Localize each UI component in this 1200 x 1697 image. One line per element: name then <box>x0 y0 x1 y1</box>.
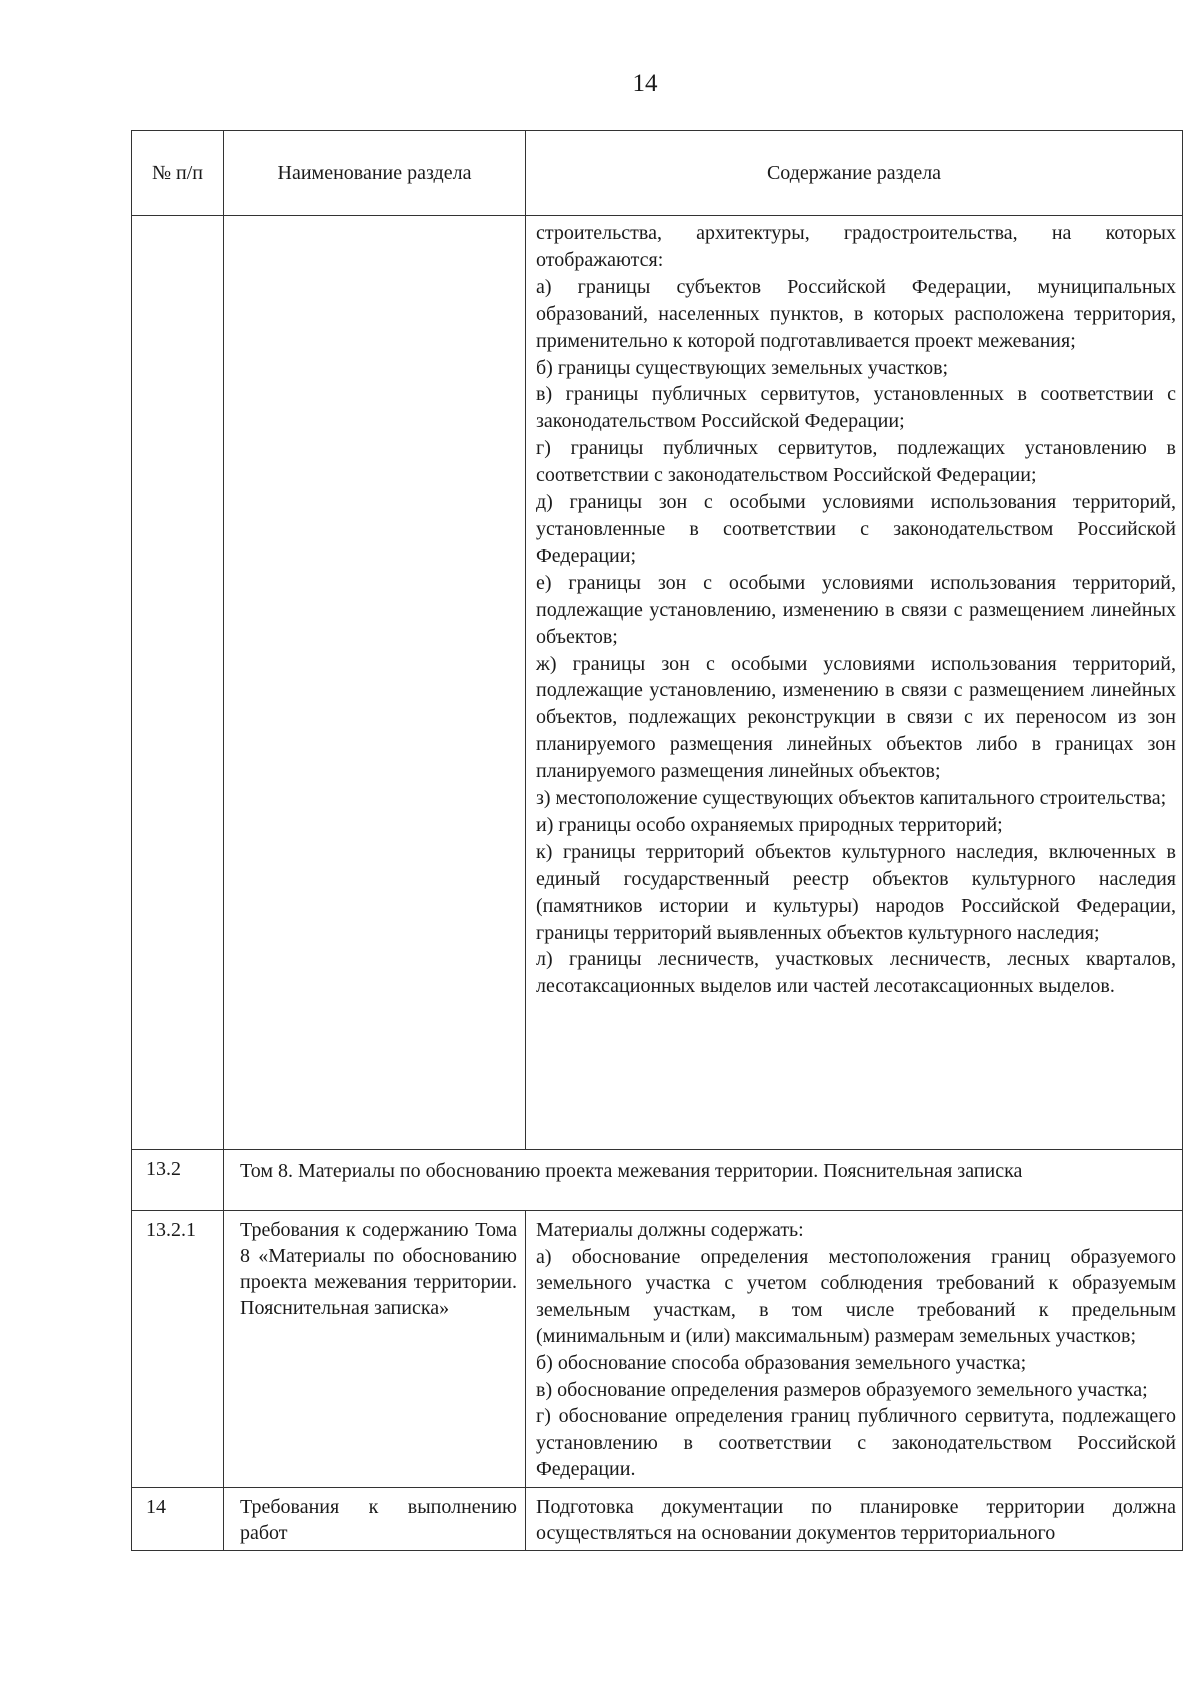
content-paragraph: г) обоснование определения границ публичного сервитута, подлежащего установлению в соответствии с законодательством Российской Федерации. <box>536 1405 1176 1481</box>
content-paragraph: строительства, архитектуры, градостроительства, на которых отображаются: <box>536 222 1176 271</box>
content-paragraph: а) границы субъектов Российской Федерации, муниципальных образований, населенных пунктов, в которых расположена территория, применительно к которой подготавливается проект межевания; <box>536 275 1176 352</box>
row-volume-title: Том 8. Материалы по обоснованию проекта межевания территории. Пояснительная записка <box>224 1150 1183 1211</box>
content-paragraph: а) обоснование определения местоположения границ образуемого земельного участка с учетом соблюдения требований к образуемым земельным участкам, в том числе требований к предельным (минимальным и (или) максимальным) размерам земельных участков; <box>536 1245 1176 1348</box>
content-paragraph: Материалы должны содержать: <box>536 1219 804 1241</box>
row-number: 13.2 <box>132 1150 224 1211</box>
content-paragraph: б) обоснование способа образования земельного участка; <box>536 1351 1027 1374</box>
header-section-content: Содержание раздела <box>526 131 1183 216</box>
content-paragraph: л) границы лесничеств, участковых лесничеств, лесных кварталов, лесотаксационных выделов или частей лесотаксационных выделов. <box>536 948 1176 998</box>
table-row-14 <box>132 1487 1183 1550</box>
row-name: Требования к выполнению работ <box>224 1487 526 1550</box>
table-row-continuation <box>132 216 1183 1150</box>
content-paragraph: б) границы существующих земельных участков; <box>536 356 949 379</box>
requirements-table <box>131 130 1183 1551</box>
row-name: Требования к содержанию Тома 8 «Материалы по обоснованию проекта межевания территории. Пояснительная записка» <box>224 1211 526 1488</box>
content-paragraph: д) границы зон с особыми условиями использования территорий, установленные в соответствии с законодательством Российской Федерации; <box>536 491 1176 567</box>
table-header-row <box>132 131 1183 216</box>
content-paragraph: к) границы территорий объектов культурного наследия, включенных в единый государственный реестр объектов культурного наследия (памятников истории и культуры) народов Российской Федерации, границы территорий выявленных объектов культурного наследия; <box>536 840 1176 944</box>
table-row-13-2 <box>132 1150 1183 1211</box>
row-content <box>526 1487 1183 1550</box>
content-paragraph: з) местоположение существующих объектов капитального строительства; <box>536 787 1167 810</box>
content-paragraph: е) границы зон с особыми условиями использования территорий, подлежащие установлению, изменению в связи с размещением линейных объектов; <box>536 571 1176 648</box>
page-number: 14 <box>632 70 658 97</box>
content-paragraph: Подготовка документации по планировке территории должна осуществляться на основании документов территориального <box>536 1495 1176 1544</box>
row-content <box>526 1211 1183 1488</box>
content-paragraph: ж) границы зон с особыми условиями использования территорий, подлежащие установлению, изменению в связи с размещением линейных объектов, подлежащих реконструкции в связи с их переносом из зон планируемого размещения линейных объектов либо в границах зон планируемого размещения линейных объектов; <box>536 652 1176 783</box>
content-paragraph: в) границы публичных сервитутов, установленных в соответствии с законодательством Российской Федерации; <box>536 383 1176 433</box>
row-content <box>526 216 1183 1150</box>
row-number <box>132 216 224 1150</box>
content-paragraph: в) обоснование определения размеров образуемого земельного участка; <box>536 1378 1148 1401</box>
row-name <box>224 216 526 1150</box>
header-section-name: Наименование раздела <box>224 131 526 216</box>
content-paragraph: и) границы особо охраняемых природных территорий; <box>536 813 1003 836</box>
table-row-13-2-1 <box>132 1211 1183 1488</box>
row-number: 14 <box>132 1487 224 1550</box>
content-paragraph: г) границы публичных сервитутов, подлежащих установлению в соответствии с законодательством Российской Федерации; <box>536 437 1176 487</box>
row-number: 13.2.1 <box>132 1211 224 1488</box>
header-number: № п/п <box>132 131 224 216</box>
